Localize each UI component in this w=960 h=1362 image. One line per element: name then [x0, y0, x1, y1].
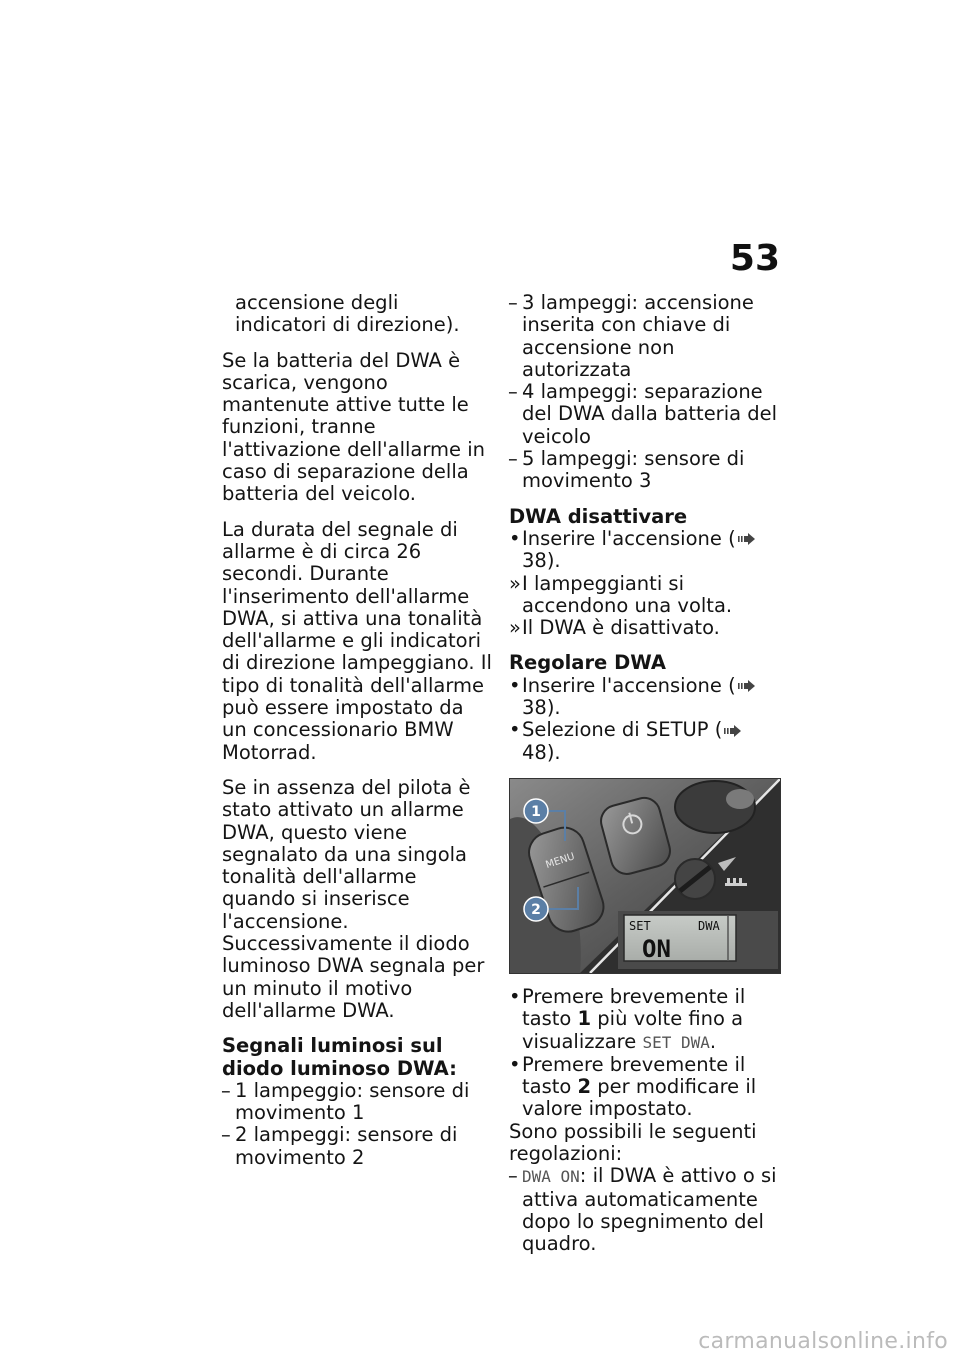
callout-2: 2 [531, 901, 541, 918]
list-item: • Premere brevemente il tasto 2 per modificare il valore impostato. [509, 1052, 757, 1121]
settings-intro: Sono possibili le seguenti regolazioni: [509, 1119, 757, 1166]
list-item: • Inserire l'accensione (38). [509, 528, 781, 573]
heading-led-signals: Segnali luminosi sul diodo luminoso DWA: [222, 1034, 457, 1080]
led-signal-list [222, 1080, 492, 1169]
right-column [509, 292, 781, 1256]
list-item: • Premere brevemente il tasto 1 più volte fino a visualizzare SET DWA. [509, 984, 746, 1053]
page-reference-icon [737, 532, 757, 546]
left-column [222, 292, 492, 1169]
list-item: » Il DWA è disattivato. [509, 616, 720, 640]
handlebar-controls-figure [509, 778, 781, 974]
lcd-value: ON [642, 934, 671, 963]
led-signal-list-continued [509, 292, 781, 493]
lcd-dwa-label: DWA [698, 918, 720, 933]
list-item: – 3 lampeggi: accensione inserita con chiave di accensione non autorizzata [508, 291, 754, 381]
deactivate-steps [509, 528, 781, 639]
heading-dwa-deactivate: DWA disattivare [509, 504, 688, 528]
page-reference-icon [723, 724, 743, 738]
paragraph-continuation: accensione degli indicatori di direzione). [235, 291, 460, 337]
callout-1: 1 [531, 803, 541, 820]
heading-dwa-adjust: Regolare DWA [509, 651, 666, 675]
paragraph-alarm-absence: Se in assenza del pilota è stato attivato un allarme DWA, questo viene segnalato da una singola tonalità dell'allarme quando si inserisce l'accensione. Successivamente il diodo luminoso DWA segnala per un minuto il motivo dell'allarme DWA. [222, 775, 485, 1022]
page-reference-icon [737, 679, 757, 693]
list-item: » I lampeggianti si accendono una volta. [509, 571, 733, 617]
paragraph-battery: Se la batteria del DWA è scarica, vengono mantenute attive tutte le funzioni, tranne l'attivazione dell'allarme in caso di separazione della batteria del veicolo. [222, 348, 486, 506]
list-item: – 1 lampeggio: sensore di movimento 1 [221, 1078, 470, 1125]
list-item: – 5 lampeggi: sensore di movimento 3 [508, 447, 745, 493]
watermark: carmanualsonline.info [698, 1329, 948, 1354]
list-item: • Inserire l'accensione (38). [509, 675, 781, 720]
lcd-set-label: SET [629, 918, 651, 933]
list-item: • Selezione di SETUP (48). [509, 719, 781, 764]
settings-list [509, 1165, 781, 1255]
paragraph-alarm-duration: La durata del segnale di allarme è di circa 26 secondi. Durante l'inserimento dell'allarme DWA, si attiva una tonalità dell'allarme e gli indicatori di direzione lampeggiano. Il tipo di tonalità dell'allarme può essere impostato da un concessionario BMW Motorrad. [222, 517, 492, 764]
list-item: – 4 lampeggi: separazione del DWA dalla batteria del veicolo [508, 380, 778, 448]
handlebar-photo [510, 779, 780, 973]
page-number: 53 [729, 238, 780, 279]
list-item: – DWA ON: il DWA è attivo o si attiva automaticamente dopo lo spegnimento del quadro. [508, 1164, 777, 1256]
list-item: – 2 lampeggi: sensore di movimento 2 [221, 1123, 458, 1169]
menu-button-label: MENU [544, 851, 577, 871]
adjust-steps [509, 675, 781, 764]
adjust-steps-continued [509, 986, 781, 1121]
